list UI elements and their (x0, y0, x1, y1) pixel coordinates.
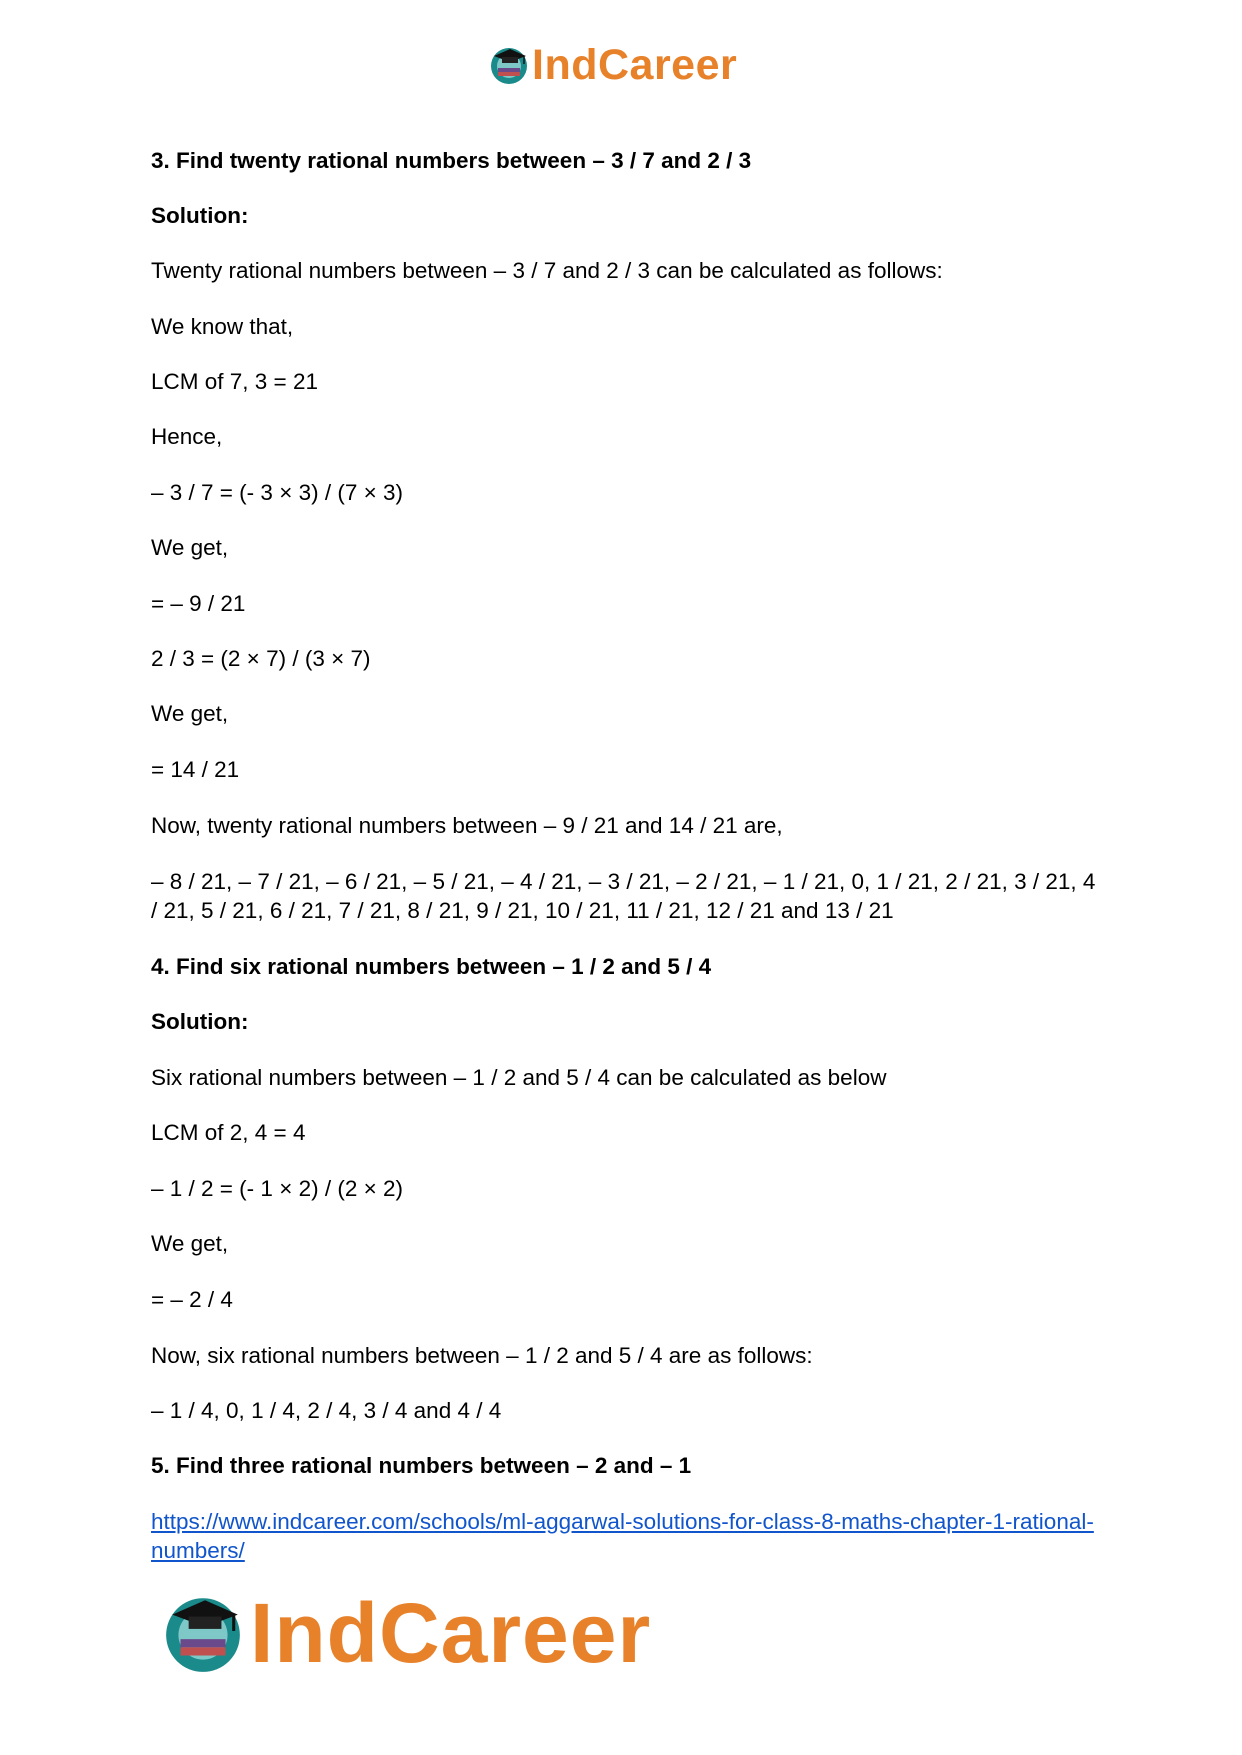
question-5-heading: 5. Find three rational numbers between – 2 and – 1 (151, 1453, 692, 1478)
logo-wordmark: IndCareer (532, 41, 738, 89)
text-line: We get, (151, 701, 229, 726)
graduation-cap-icon (160, 1590, 246, 1676)
answer-list: – 1 / 4, 0, 1 / 4, 2 / 4, 3 / 4 and 4 / 4 (151, 1398, 502, 1423)
text-line: LCM of 2, 4 = 4 (151, 1120, 306, 1145)
text-line: We get, (151, 535, 229, 560)
logo-wordmark: IndCareer (250, 1586, 652, 1680)
source-link[interactable]: https://www.indcareer.com/schools/ml-aggarwal-solutions-for-class-8-maths-chapter-1-rational-numbers/ (151, 1509, 1094, 1563)
text-line: We get, (151, 1231, 229, 1256)
text-line: 2 / 3 = (2 × 7) / (3 × 7) (151, 646, 371, 671)
header-logo (488, 42, 737, 88)
text-line: We know that, (151, 314, 294, 339)
text-line: Six rational numbers between – 1 / 2 and 5 / 4 can be calculated as below (151, 1065, 887, 1090)
footer-logo (160, 1588, 651, 1678)
text-line: = 14 / 21 (151, 757, 240, 782)
text-line: Twenty rational numbers between – 3 / 7 and 2 / 3 can be calculated as follows: (151, 258, 943, 283)
question-3-heading: 3. Find twenty rational numbers between – 3 / 7 and 2 / 3 (151, 148, 752, 173)
question-4-heading: 4. Find six rational numbers between – 1 / 2 and 5 / 4 (151, 954, 712, 979)
text-line: Hence, (151, 424, 223, 449)
text-line: – 3 / 7 = (- 3 × 3) / (7 × 3) (151, 480, 403, 505)
text-line: Now, twenty rational numbers between – 9 / 21 and 14 / 21 are, (151, 813, 783, 838)
solution-label: Solution: (151, 203, 249, 228)
graduation-cap-icon (488, 44, 530, 86)
text-line: LCM of 7, 3 = 21 (151, 369, 318, 394)
text-line: = – 9 / 21 (151, 591, 246, 616)
text-line: Now, six rational numbers between – 1 / 2 and 5 / 4 are as follows: (151, 1343, 813, 1368)
solution-label: Solution: (151, 1009, 249, 1034)
answer-list: – 8 / 21, – 7 / 21, – 6 / 21, – 5 / 21, – 4 / 21, – 3 / 21, – 2 / 21, – 1 / 21, 0, 1 / 21, 2 / 21, 3 / 21, 4 / 21, 5 / 21, 6 / 21, 7 / 21, 8 / 21, 9 / 21, 10 / 21, 11 / 21, 12 / 21 and 13 / 21 (151, 869, 1096, 923)
text-line: – 1 / 2 = (- 1 × 2) / (2 × 2) (151, 1176, 403, 1201)
text-line: = – 2 / 4 (151, 1287, 233, 1312)
